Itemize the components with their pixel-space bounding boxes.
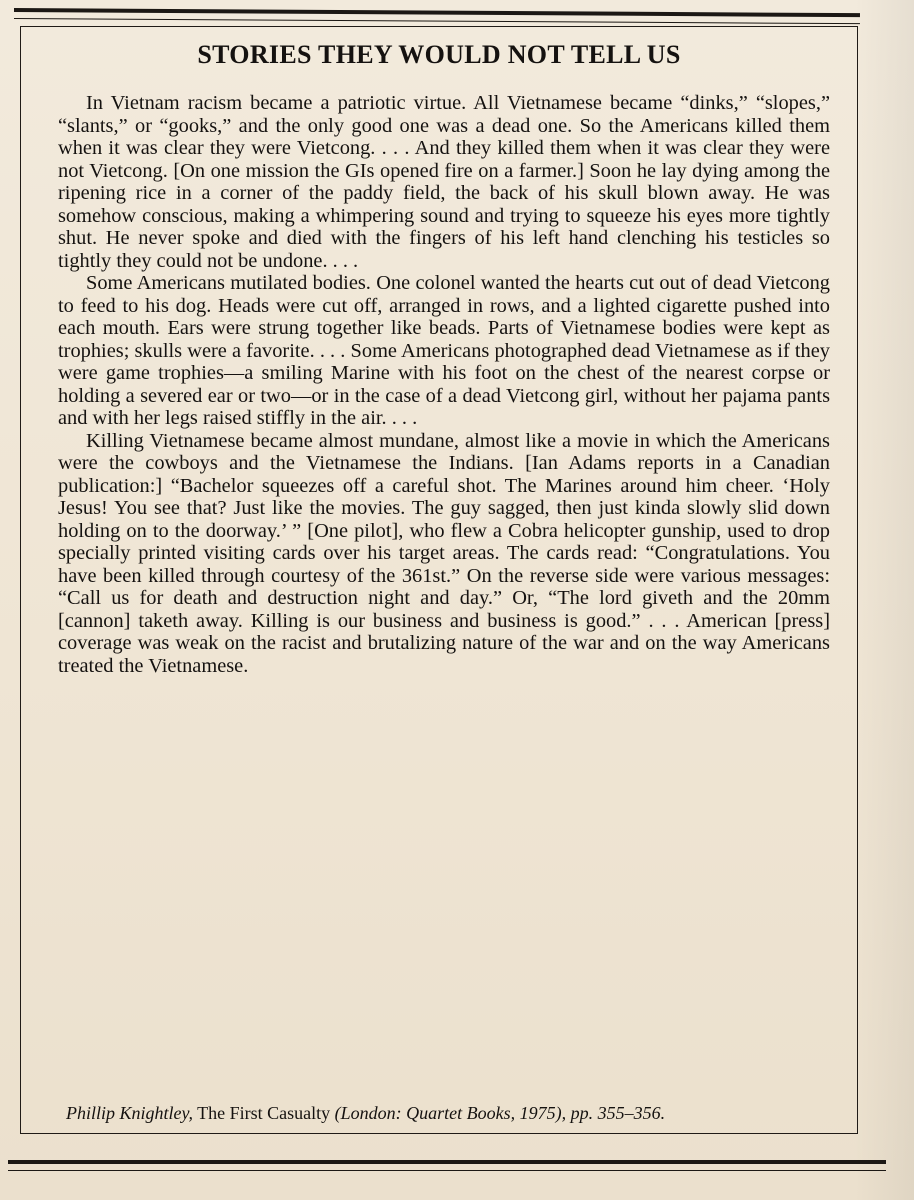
citation-publisher: (London: Quartet Books, 1975), pp. 355–356. (334, 1103, 666, 1123)
box-body (58, 92, 830, 677)
citation-author: Phillip Knightley, (66, 1103, 193, 1123)
citation-book-title: The First Casualty (193, 1103, 335, 1123)
box-title: STORIES THEY WOULD NOT TELL US (197, 40, 681, 69)
bottom-rule-thin (8, 1170, 886, 1171)
paragraph-2: Some Americans mutilated bodies. One colonel wanted the hearts cut out of dead Vietcong to feed to his dog. Heads were cut off, arranged in rows, and a lighted cigarette pushed into each mouth. Ears were strung together like beads. Parts of Vietnamese bodies were kept as trophies; skulls were a favorite. . . . Some Americans photographed dead Vietnamese as if they were game trophies—a smiling Marine with his foot on the chest of the nearest corpse or holding a severed ear or two—or in the case of a dead Vietcong girl, without her pajama pants and with her legs raised stiffly in the air. . . . (58, 272, 830, 429)
top-rule-thick (14, 8, 860, 17)
top-rule-thin (14, 18, 860, 24)
paragraph-3: Killing Vietnamese became almost mundane, almost like a movie in which the Americans were the cowboys and the Vietnamese the Indians. [Ian Adams reports in a Canadian publication:] “Bachelor squeezes off a careful shot. The Marines around him cheer. ‘Holy Jesus! You see that? Just like the movies. The guy sagged, then just kinda slowly slid down holding on to the doorway.’ ” [One pilot], who flew a Cobra helicopter gunship, used to drop specially printed visiting cards over his target areas. The cards read: “Congratulations. You have been killed through courtesy of the 361st.” On the reverse side were various messages: “Call us for death and destruction night and day.” Or, “The lord giveth and the 20mm [cannon] taketh away. Killing is our business and business is good.” . . . American [press] coverage was weak on the racist and brutalizing nature of the war and on the way Americans treated the Vietnamese. (58, 429, 830, 677)
page-edge-shadow (854, 0, 914, 1200)
citation (66, 1102, 856, 1124)
bottom-rule-thick (8, 1160, 886, 1164)
paragraph-1: In Vietnam racism became a patriotic virtue. All Vietnamese became “dinks,” “slopes,” “slants,” or “gooks,” and the only good one was a dead one. So the Americans killed them when it was clear they were Vietcong. . . . And they killed them when it was clear they were not Vietcong. [On one mission the GIs opened fire on a farmer.] Soon he lay dying among the ripening rice in a corner of the paddy field, the back of his skull blown away. He was somehow conscious, making a whimpering sound and trying to squeeze his eyes more tightly shut. He never spoke and died with the fingers of his left hand clenching his testicles so tightly they could not be undone. . . . (58, 92, 830, 272)
